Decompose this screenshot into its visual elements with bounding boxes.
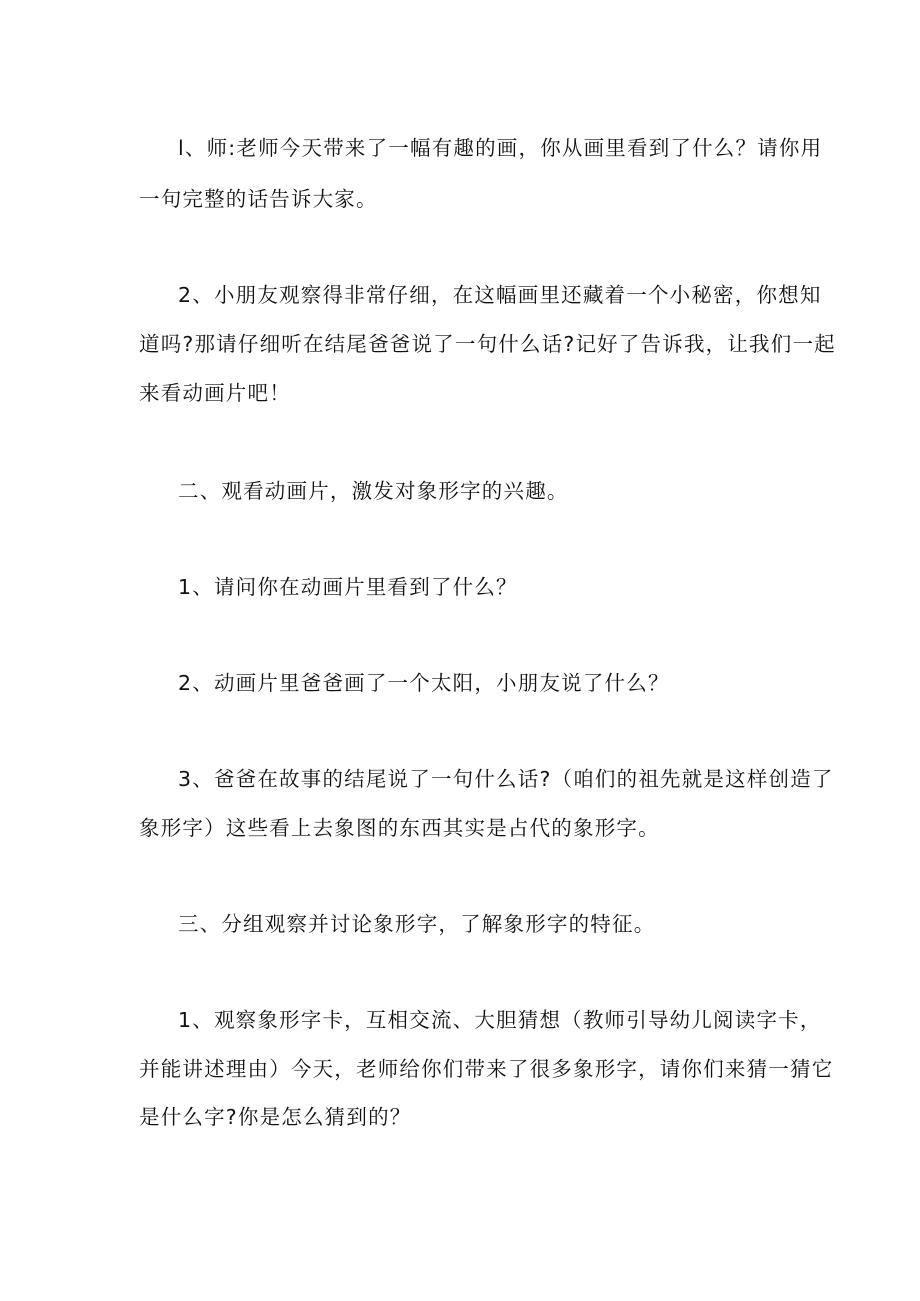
paragraph-question-3-line-2: 象形字）这些看上去象图的东西其实是占代的象形字。 (139, 816, 660, 840)
paragraph-activity-1-line-3: 是什么字?你是怎么猜到的？ (139, 1105, 412, 1129)
paragraph-question-2: 2、动画片里爸爸画了一个太阳，小朋友说了什么？ (178, 671, 670, 695)
paragraph-question-3-line-1: 3、爸爸在故事的结尾说了一句什么话?（咱们的祖先就是这样创造了 (178, 767, 834, 791)
section-heading-3: 三、分组观察并讨论象形字，了解象形字的特征。 (178, 912, 656, 936)
paragraph-1-line-1: l、师:老师今天带来了一幅有趣的画，你从画里看到了什么？请你用 (178, 136, 823, 160)
paragraph-2-line-2: 道吗?那请仔细听在结尾爸爸说了一句什么话?记好了告诉我，让我们一起 (139, 332, 836, 356)
paragraph-1-line-2: 一句完整的话告诉大家。 (139, 187, 378, 211)
paragraph-2-line-1: 2、小朋友观察得非常仔细，在这幅画里还藏着一个小秘密，你想知 (178, 283, 822, 307)
paragraph-activity-1-line-2: 并能讲述理由）今天，老师给你们带来了很多象形字，请你们来猜一猜它 (139, 1057, 834, 1081)
paragraph-activity-1-line-1: 1、观察象形字卡，互相交流、大胆猜想（教师引导幼儿阅读字卡， (178, 1008, 822, 1032)
section-heading-2: 二、观看动画片，激发对象形字的兴趣。 (178, 479, 569, 503)
paragraph-question-1: 1、请问你在动画片里看到了什么？ (178, 575, 518, 599)
paragraph-2-line-3: 来看动画片吧！ (139, 381, 291, 405)
